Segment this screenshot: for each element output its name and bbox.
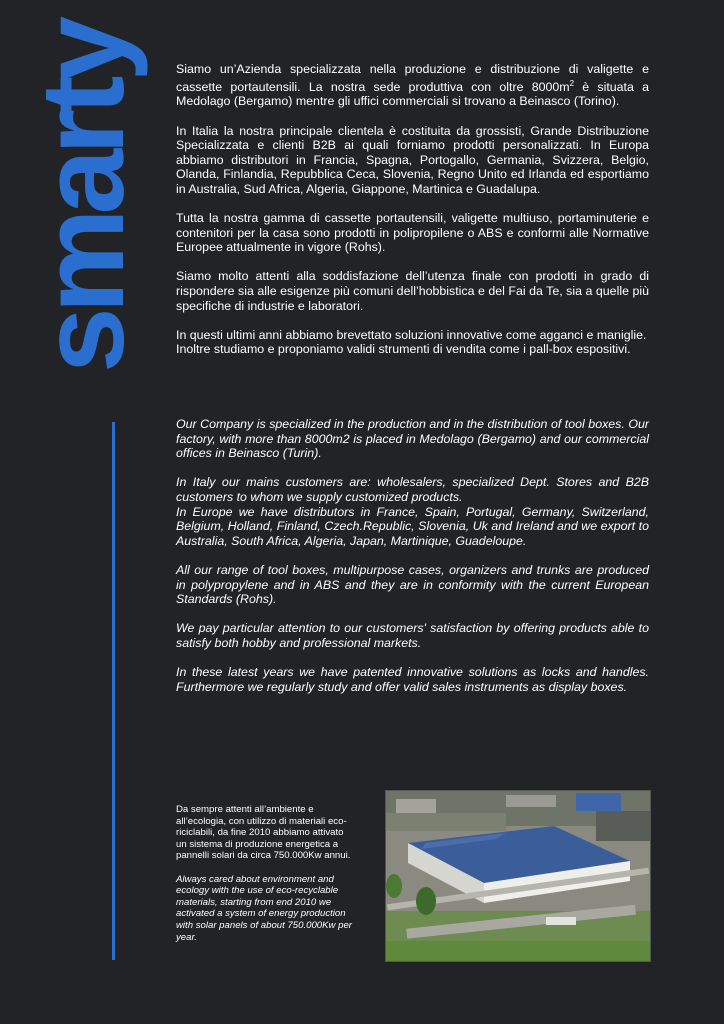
en-paragraph-3: All our range of tool boxes, multipurpose cases, organizers and trunks are produced in polypropylene and in ABS and they are in conformity with the current European Standards (Rohs). [176,562,649,607]
en-paragraph-1: Our Company is specialized in the production and in the distribution of tool boxes. Our factory, with more than 8000m2 is placed in Medolago (Bergamo) and our commercial offices in Beinasco (Turin). [176,417,649,461]
eco-italian: Da sempre attenti all’ambiente e all’ecologia, con utilizzo di materiali eco-riciclabili, da fine 2010 abbiamo attivato un sistema di produzione energetica a pannelli solari da circa 750.000Kw annui. [176,804,351,862]
en-paragraph-4: We pay particular attention to our customers' satisfaction by offering products able to satisfy both hobby and professional markets. [176,621,649,650]
eco-text [176,804,356,955]
it-paragraph-4: Siamo molto attenti alla soddisfazione dell’utenza finale con prodotti in grado di rispondere sia alle esigenze più comuni dell’hobbistica e del Fai da Te, sia a quelle più specifiche di industrie e laboratori. [176,269,649,313]
it-paragraph-5: In questi ultimi anni abbiamo brevettato soluzioni innovative come agganci e maniglie. Inoltre studiamo e proponiamo validi strumenti di vendita come i pall-box espositivi. [176,327,647,357]
blue-vertical-line [112,422,115,960]
smarty-logo [17,21,149,375]
logo-text: smarty [17,21,149,373]
en-paragraph-5: In these latest years we have patented innovative solutions as locks and handles. Furthermore we regularly study and offer valid sales instruments as display boxes. [176,665,649,694]
it-paragraph-3: Tutta la nostra gamma di cassette portautensili, valigette multiuso, portaminuterie e contenitori per la casa sono prodotti in polipropilene o ABS e conformi alle Normative Europee attualmente in vigore (Rohs). [176,211,649,255]
english-text [176,417,649,709]
eco-english: Always cared about environment and ecology with the use of eco-recyclable materials, starting from end 2010 we activated a system of energy production with solar panels of about 750.000Kw per year. [176,873,352,943]
italian-text [176,62,649,372]
factory-aerial-photo [385,790,651,962]
it-paragraph-2: In Italia la nostra principale clientela è costituita da grossisti, Grande Distribuzione Specializzata e clienti B2B ai quali forniamo prodotti personalizzati. In Europa abbiamo distributori in Francia, Spagna, Portogallo, Germania, Svizzera, Belgio, Olanda, Finlandia, Repubblica Ceca, Slovenia, Regno Unito ed Irlanda ed esportiamo in Australia, Sud Africa, Algeria, Giappone, Martinica e Guadalupa. [176,123,649,196]
it-paragraph-1: Siamo un’Azienda specializzata nella produzione e distribuzione di valigette e cassette portautensili. La nostra sede produttiva con oltre $8000m^2$ è situata a Medolago (Bergamo) mentre gli uffici commerciali si trovano a Beinasco (Torino). [176,62,649,109]
en-paragraph-2: In Italy our mains customers are: wholesalers, specialized Dept. Stores and B2B customers to whom we supply customized products. In Europe we have distributors in France, Spain, Portugal, Germany, Switzerland, Belgium, Holland, Finland, Czech.Republic, Slovenia, Uk and Ireland and we export to Australia, South Africa, Algeria, Japan, Martinique, Guadeloupe. [176,475,649,548]
